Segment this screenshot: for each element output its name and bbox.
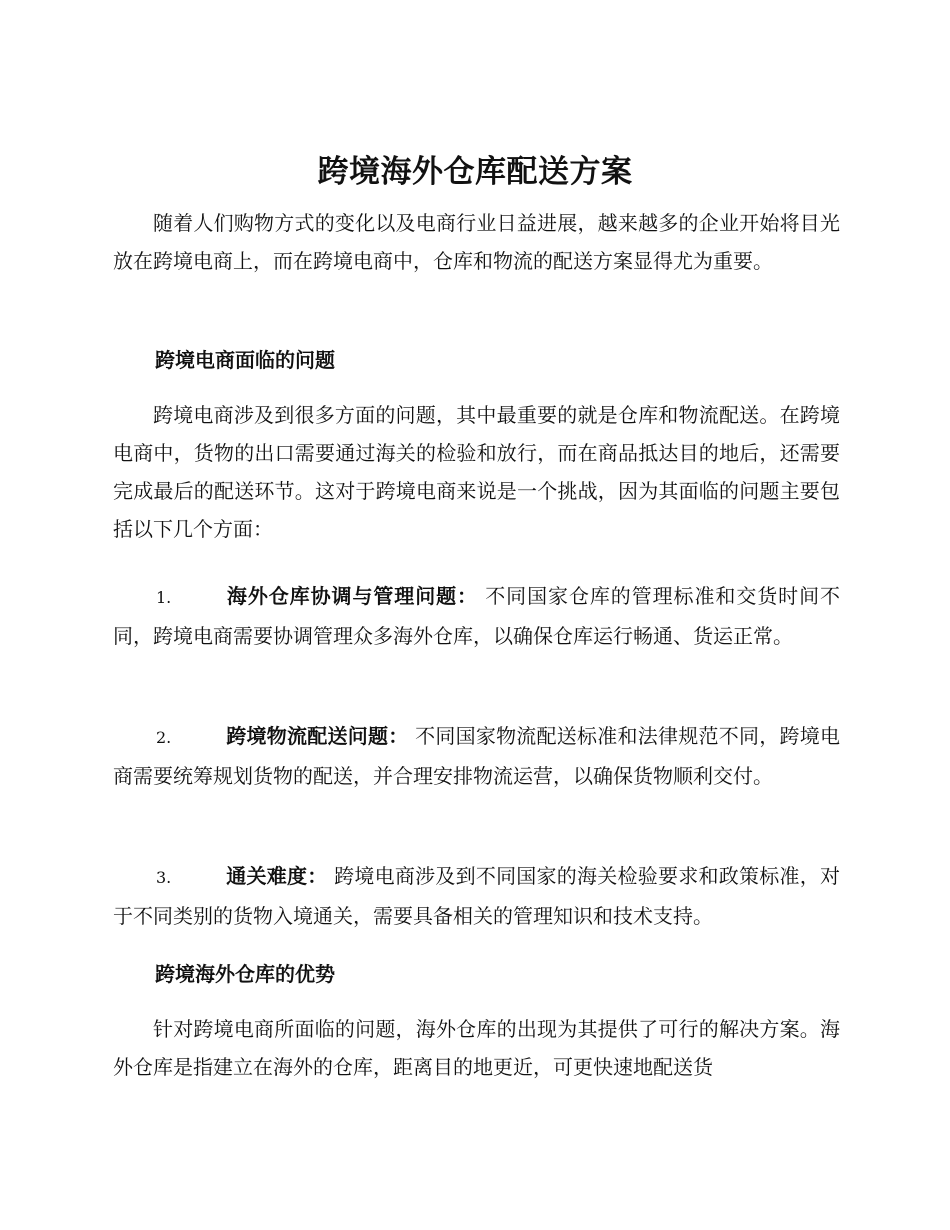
problems-paragraph: 跨境电商涉及到很多方面的问题，其中最重要的就是仓库和物流配送。在跨境电商中，货物的出口需要通过海关的检验和放行，而在商品抵达目的地后，还需要完成最后的配送环节。这对于跨境电商来说是一个挑战，因为其面临的问题主要包括以下几个方面： — [113, 403, 840, 541]
list-item-number: 1. — [156, 588, 172, 607]
list-item-heading: 海外仓库协调与管理问题： — [226, 584, 478, 608]
list-item — [113, 857, 840, 935]
advantages-paragraph: 针对跨境电商所面临的问题，海外仓库的出现为其提供了可行的解决方案。海外仓库是指建立在海外的仓库，距离目的地更近，可更快速地配送货 — [113, 1017, 840, 1079]
list-item-text: 不同国家物流配送标准和法律规范不同，跨境电商需要统筹规划货物的配送，并合理安排物流运营，以确保货物顺利交付。 — [113, 724, 841, 788]
list-item-number: 2. — [156, 728, 172, 747]
list-item-text: 跨境电商涉及到不同国家的海关检验要求和政策标准，对于不同类别的货物入境通关，需要具备相关的管理知识和技术支持。 — [113, 864, 841, 928]
section-heading-problems: 跨境电商面临的问题 — [155, 348, 335, 372]
list-item-text: 不同国家仓库的管理标准和交货时间不同，跨境电商需要协调管理众多海外仓库，以确保仓库运行畅通、货运正常。 — [113, 584, 841, 648]
document-title: 跨境海外仓库配送方案 — [317, 154, 633, 190]
intro-paragraph: 随着人们购物方式的变化以及电商行业日益进展，越来越多的企业开始将目光放在跨境电商上，而在跨境电商中，仓库和物流的配送方案显得尤为重要。 — [113, 211, 840, 273]
list-item — [113, 577, 840, 655]
list-item-heading: 通关难度： — [226, 864, 328, 888]
section-heading-advantages: 跨境海外仓库的优势 — [155, 962, 335, 986]
list-item — [113, 717, 840, 795]
list-item-heading: 跨境物流配送问题： — [226, 724, 409, 748]
list-item-number: 3. — [156, 868, 172, 887]
